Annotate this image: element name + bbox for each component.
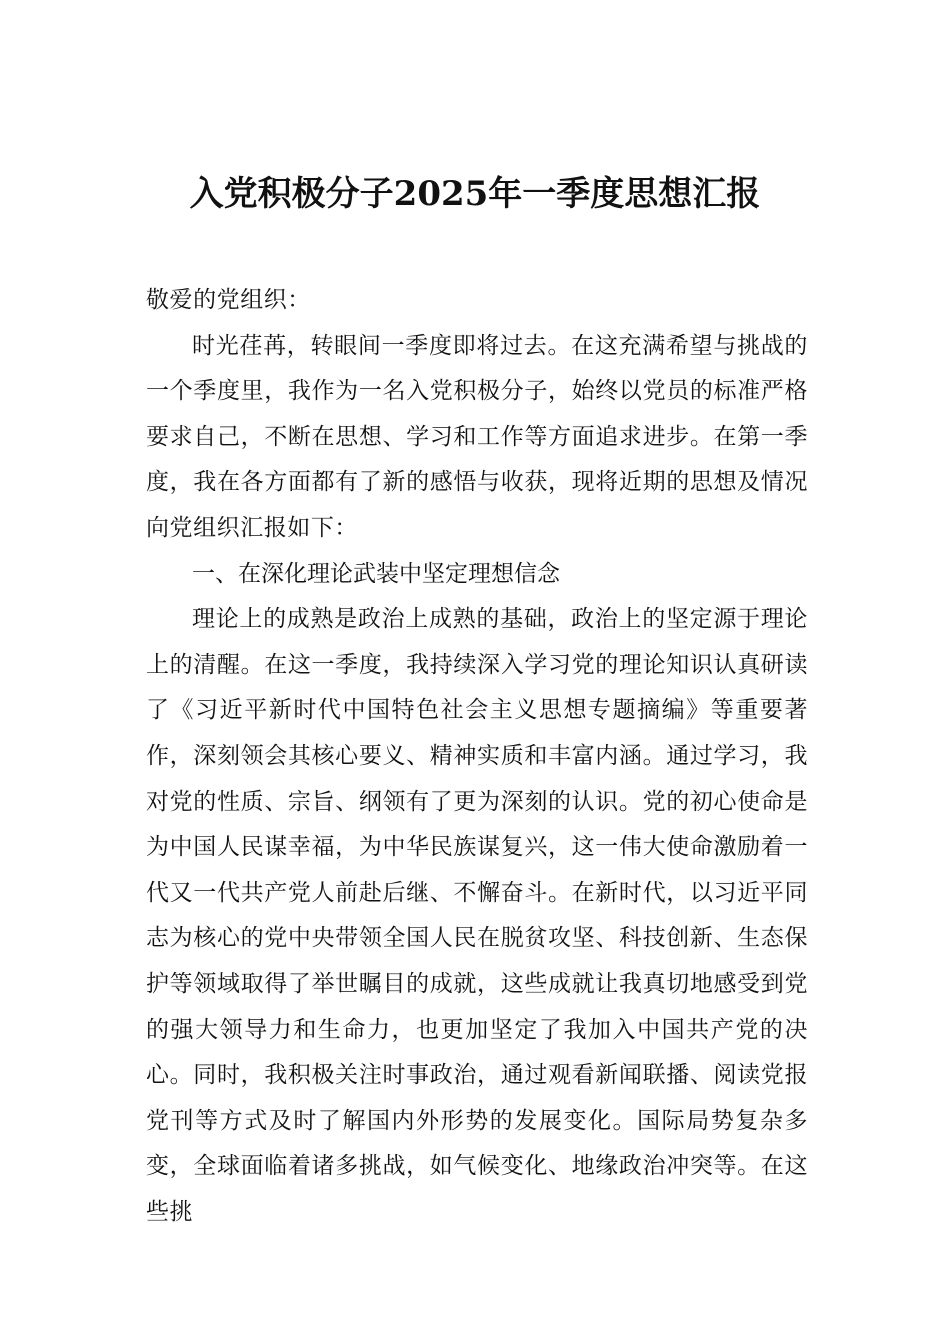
intro-paragraph: 时光荏苒，转眼间一季度即将过去。在这充满希望与挑战的一个季度里，我作为一名入党积极分子，始终以党员的标准严格要求自己，不断在思想、学习和工作等方面追求进步。在第一季度，我在各方面都有了新的感悟与收获，现将近期的思想及情况向党组织汇报如下： bbox=[146, 332, 808, 541]
document-body bbox=[146, 278, 808, 1235]
section-heading: 一、在深化理论武装中坚定理想信念 bbox=[192, 560, 560, 587]
section-paragraph: 理论上的成熟是政治上成熟的基础，政治上的坚定源于理论上的清醒。在这一季度，我持续深入学习党的理论知识认真研读了《习近平新时代中国特色社会主义思想专题摘编》等重要著作，深刻领会其核心要义、精神实质和丰富内涵。通过学习，我对党的性质、宗旨、纲领有了更为深刻的认识。党的初心使命是为中国人民谋幸福，为中华民族谋复兴，这一伟大使命激励着一代又一代共产党人前赴后继、不懈奋斗。在新时代，以习近平同志为核心的党中央带领全国人民在脱贫攻坚、科技创新、生态保护等领域取得了举世瞩目的成就，这些成就让我真切地感受到党的强大领导力和生命力，也更加坚定了我加入中国共产党的决心。同时，我积极关注时事政治，通过观看新闻联播、阅读党报党刊等方式及时了解国内外形势的发展变化。国际局势复杂多变，全球面临着诸多挑战，如气候变化、地缘政治冲突等。在这些挑 bbox=[146, 606, 808, 1225]
salutation: 敬爱的党组织： bbox=[146, 287, 311, 313]
document-title: 入党积极分子2025年一季度思想汇报 bbox=[189, 174, 761, 214]
